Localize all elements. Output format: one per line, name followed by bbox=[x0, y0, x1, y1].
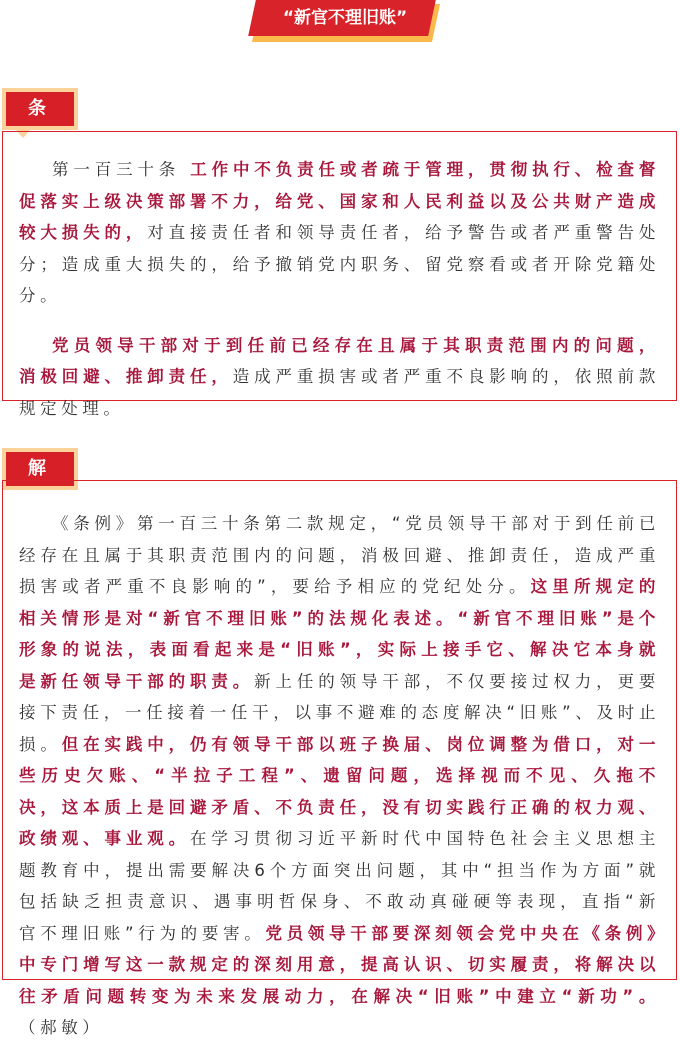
section-label-article bbox=[2, 88, 78, 153]
emphasis-text: 党员领导干部要深刻领会党中央在《条例》中专门增写这一款规定的深刻用意，提高认识、切实履责，将解决以往矛盾问题转变为未来发展动力，在解决“旧账”中建立“新功”。 bbox=[19, 923, 661, 1006]
body-text: 《条例》第一百三十条第二款规定，“党员领导干部对于到任前已经存在且属于其职责范围内的问题，消极回避、推卸责任，造成严重损害或者严重不良影响的”，要给予相应的党纪处分。 bbox=[19, 514, 660, 596]
emphasis-text: 党员领导干部对于到任前已经存在且属于其职责范围内的问题，消极回避、推卸责任， bbox=[19, 335, 660, 386]
section-label-text: 条 文 bbox=[28, 98, 56, 153]
body-text: 在学习贯彻习近平新时代中国特色社会主义思想主题教育中，提出需要解决6个方面突出问题，其中“担当作为方面”就包括缺乏担责意识、遇事明哲保身、不敢动真碰硬等表现，直指“新官不理旧账”行为的要害。 bbox=[19, 829, 660, 943]
article-box bbox=[2, 131, 677, 418]
article-paragraph bbox=[19, 154, 660, 312]
interpretation-box bbox=[2, 480, 677, 1037]
body-text: 新上任的领导干部，不仅要接过权力，更要接下责任，一任接着一任干，以事不避难的态度解决“旧账”、及时止损。 bbox=[19, 671, 660, 754]
article-paragraph bbox=[19, 330, 660, 425]
body-text: 对直接责任者和领导责任者，给予警告或者严重警告处分；造成重大损失的，给予撤销党内职务、留党察看或者开除党籍处分。 bbox=[19, 223, 660, 305]
section-label-text: 解 读 bbox=[28, 458, 56, 513]
title-banner bbox=[250, 0, 440, 42]
emphasis-text: 这里所规定的相关情形是对“新官不理旧账”的法规化表述。“新官不理旧账”是个形象的说法，表面看起来是“旧账”，实际上接手它、解决它本身就是新任领导干部的职责。 bbox=[19, 577, 660, 691]
emphasis-text: 但在实践中，仍有领导干部以班子换届、岗位调整为借口，对一些历史欠账、“半拉子工程”、遗留问题，选择视而不见、久拖不决，这本质上是回避矛盾、不负责任，没有切实践行正确的权力观、政绩观、事业观。 bbox=[19, 734, 660, 848]
body-text: （郝敏） bbox=[19, 1018, 104, 1037]
body-text: 造成严重损害或者严重不良影响的，依照前款规定处理。 bbox=[19, 367, 661, 418]
banner-title: “新官不理旧账” bbox=[282, 8, 408, 28]
emphasis-text: 工作中不负责任或者疏于管理，贯彻执行、检查督促落实上级决策部署不力，给党、国家和人民利益以及公共财产造成较大损失的， bbox=[19, 160, 660, 242]
body-text: 第一百三十条 bbox=[52, 160, 191, 179]
interpretation-paragraph bbox=[19, 508, 660, 1044]
